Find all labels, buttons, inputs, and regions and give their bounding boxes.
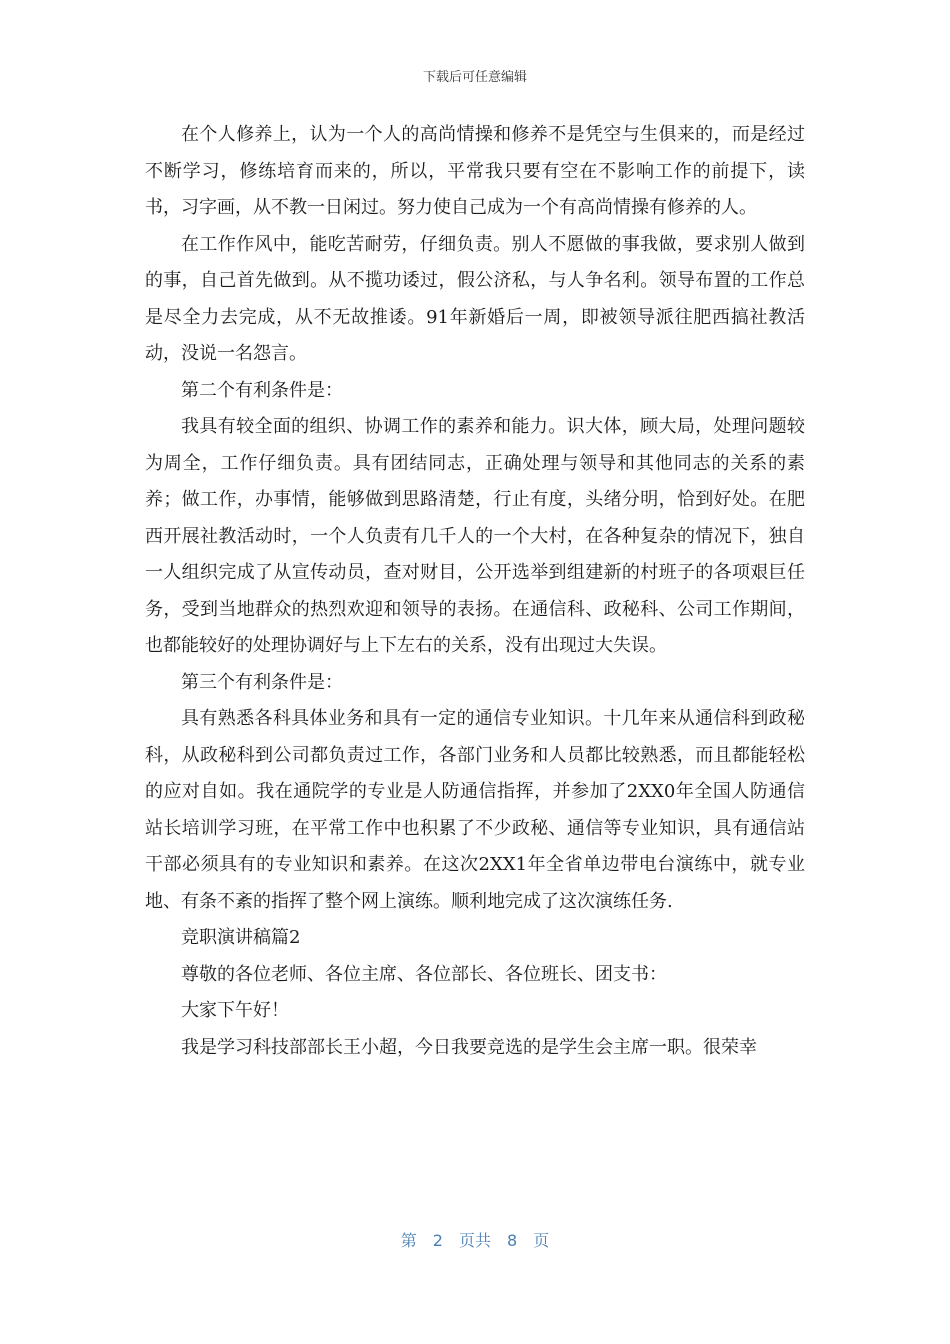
- page-footer: [0, 1228, 950, 1251]
- footer-prefix: 第: [400, 1231, 417, 1250]
- greeting: 大家下午好！: [181, 1000, 289, 1021]
- footer-total-pages: 8: [507, 1231, 518, 1250]
- paragraph: 第三个有利条件是：: [181, 671, 343, 693]
- paragraph: 我是学习科技部部长王小超，今日我要竞选的是学生会主席一职。很荣幸: [181, 1036, 757, 1058]
- footer-middle: 页共: [458, 1231, 491, 1250]
- page-header: 下载后可任意编辑: [422, 70, 527, 85]
- paragraph: 我具有较全面的组织、协调工作的素养和能力。识大体，顾大局，处理问题较为周全，工作仔细负责。具有团结同志，正确处理与领导和其他同志的关系的素养；做工作，办事情，能够做到思路清楚，行止有度，头绪分明，恰到好处。在肥西开展社教活动时，一个人负责有几千人的一个大村，在各种复杂的情况下，独自一人组织完成了从宣传动员，查对财目，公开选举到组建新的村班子的各项艰巨任务，受到当地群众的热烈欢迎和领导的表扬。在通信科、政秘科、公司工作期间，也都能较好的处理协调好与上下左右的关系，没有出现过大失误。: [145, 416, 805, 656]
- paragraph: 第二个有利条件是：: [181, 379, 343, 401]
- footer-page-number: 2: [432, 1231, 443, 1250]
- section-title: 竞职演讲稿篇2: [181, 927, 301, 948]
- paragraph: 在个人修养上，认为一个人的高尚情操和修养不是凭空与生俱来的，而是经过不断学习，修练培育而来的，所以，平常我只要有空在不影响工作的前提下，读书，习字画，从不教一日闲过。努力使自己成为一个有高尚情操有修养的人。: [145, 124, 805, 218]
- document-body: [145, 117, 805, 1066]
- paragraph: 在工作作风中，能吃苦耐劳，仔细负责。别人不愿做的事我做，要求别人做到的事，自己首先做到。从不揽功诿过，假公济私，与人争名利。领导布置的工作总是尽全力去完成，从不无故推诿。91年新婚后一周，即被领导派往肥西搞社教活动，没说一名怨言。: [145, 233, 805, 364]
- footer-suffix: 页: [533, 1231, 550, 1250]
- salutation: 尊敬的各位老师、各位主席、各位部长、各位班长、团支书：: [181, 963, 667, 985]
- paragraph: 具有熟悉各科具体业务和具有一定的通信专业知识。十几年来从通信科到政秘科，从政秘科到公司都负责过工作，各部门业务和人员都比较熟悉，而且都能轻松的应对自如。我在通院学的专业是人防通信指挥，并参加了2XX0年全国人防通信站长培训学习班，在平常工作中也积累了不少政秘、通信等专业知识，具有通信站干部必须具有的专业知识和素养。在这次2XX1年全省单边带电台演练中，就专业地、有条不紊的指挥了整个网上演练。顺利地完成了这次演练任务.: [145, 708, 805, 912]
